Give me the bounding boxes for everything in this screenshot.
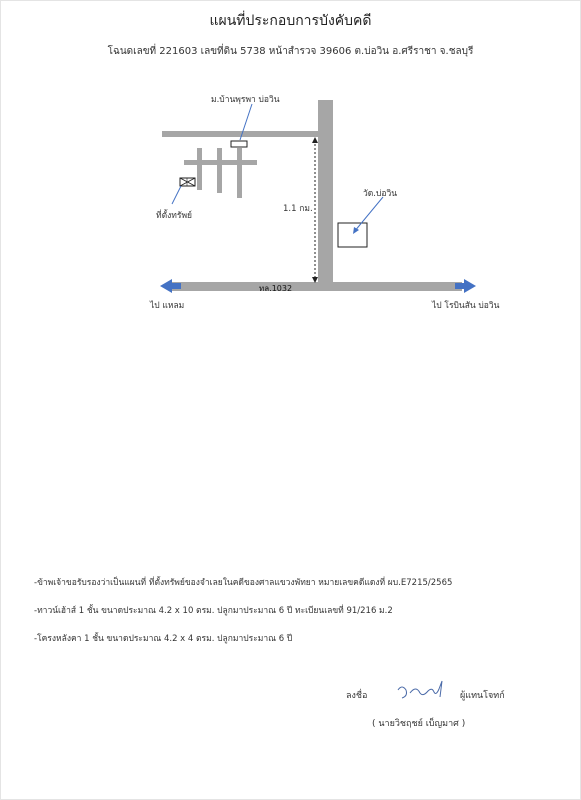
village-marker [231,141,247,147]
arrow-right-icon [464,279,476,293]
left-destination-label: ไป แหลม [150,301,185,311]
temple-pointer [354,197,383,232]
main-road [172,282,462,291]
note-roof-structure: -โครงหลังคา 1 ชั้น ขนาดประมาณ 4.2 x 4 ตรม. ปลูกมาประมาณ 6 ปี [34,634,293,644]
signer-role: ผู้แทนโจทก์ [460,691,505,701]
distance-label: 1.1 กม. [283,204,313,214]
page-title: แผนที่ประกอบการบังคับคดี [209,13,372,29]
temple-label: วัด.บ่อวิน [363,189,398,199]
right-destination-label: ไป โรบินสัน บ่อวิน [432,301,500,311]
arrow-left-shaft [171,283,181,289]
signature-mark [398,681,442,698]
road-label: ทล.1032 [259,284,293,293]
village-road [162,131,319,137]
note-townhouse: -ทาวน์เฮ้าส์ 1 ชั้น ขนาดประมาณ 4.2 x 10 ตรม. ปลูกมาประมาณ 6 ปี ทะเบียนเลขที่ 91/216 ม.2 [34,606,393,616]
village-label: ม.บ้านพุรพา บ่อวิน [211,95,280,105]
soi-road [217,148,222,193]
sign-label: ลงชื่อ [346,691,368,701]
arrow-left-icon [160,279,172,293]
soi-road [237,148,242,198]
property-label: ที่ตั้งทรัพย์ [156,211,193,221]
property-pointer [172,186,181,204]
temple-marker [338,223,367,247]
distance-arrow-top-icon [312,137,318,143]
side-road [318,100,333,286]
signer-name: ( นายวิชฤชย์ เบ็ญมาศ ) [372,719,466,729]
note-certification: -ข้าพเจ้าขอรับรองว่าเป็นแผนที่ ที่ตั้งทรัพย์ของจำเลยในคดีของศาลแขวงพัทยา หมายเลขคดีแดงที่ ผบ.E7215/2565 [34,578,453,588]
deed-info: โฉนดเลขที่ 221603 เลขที่ดิน 5738 หน้าสำรวจ 39606 ต.บ่อวิน อ.ศรีราชา จ.ชลบุรี [107,46,474,57]
arrow-right-shaft [455,283,465,289]
soi-road [197,148,202,190]
